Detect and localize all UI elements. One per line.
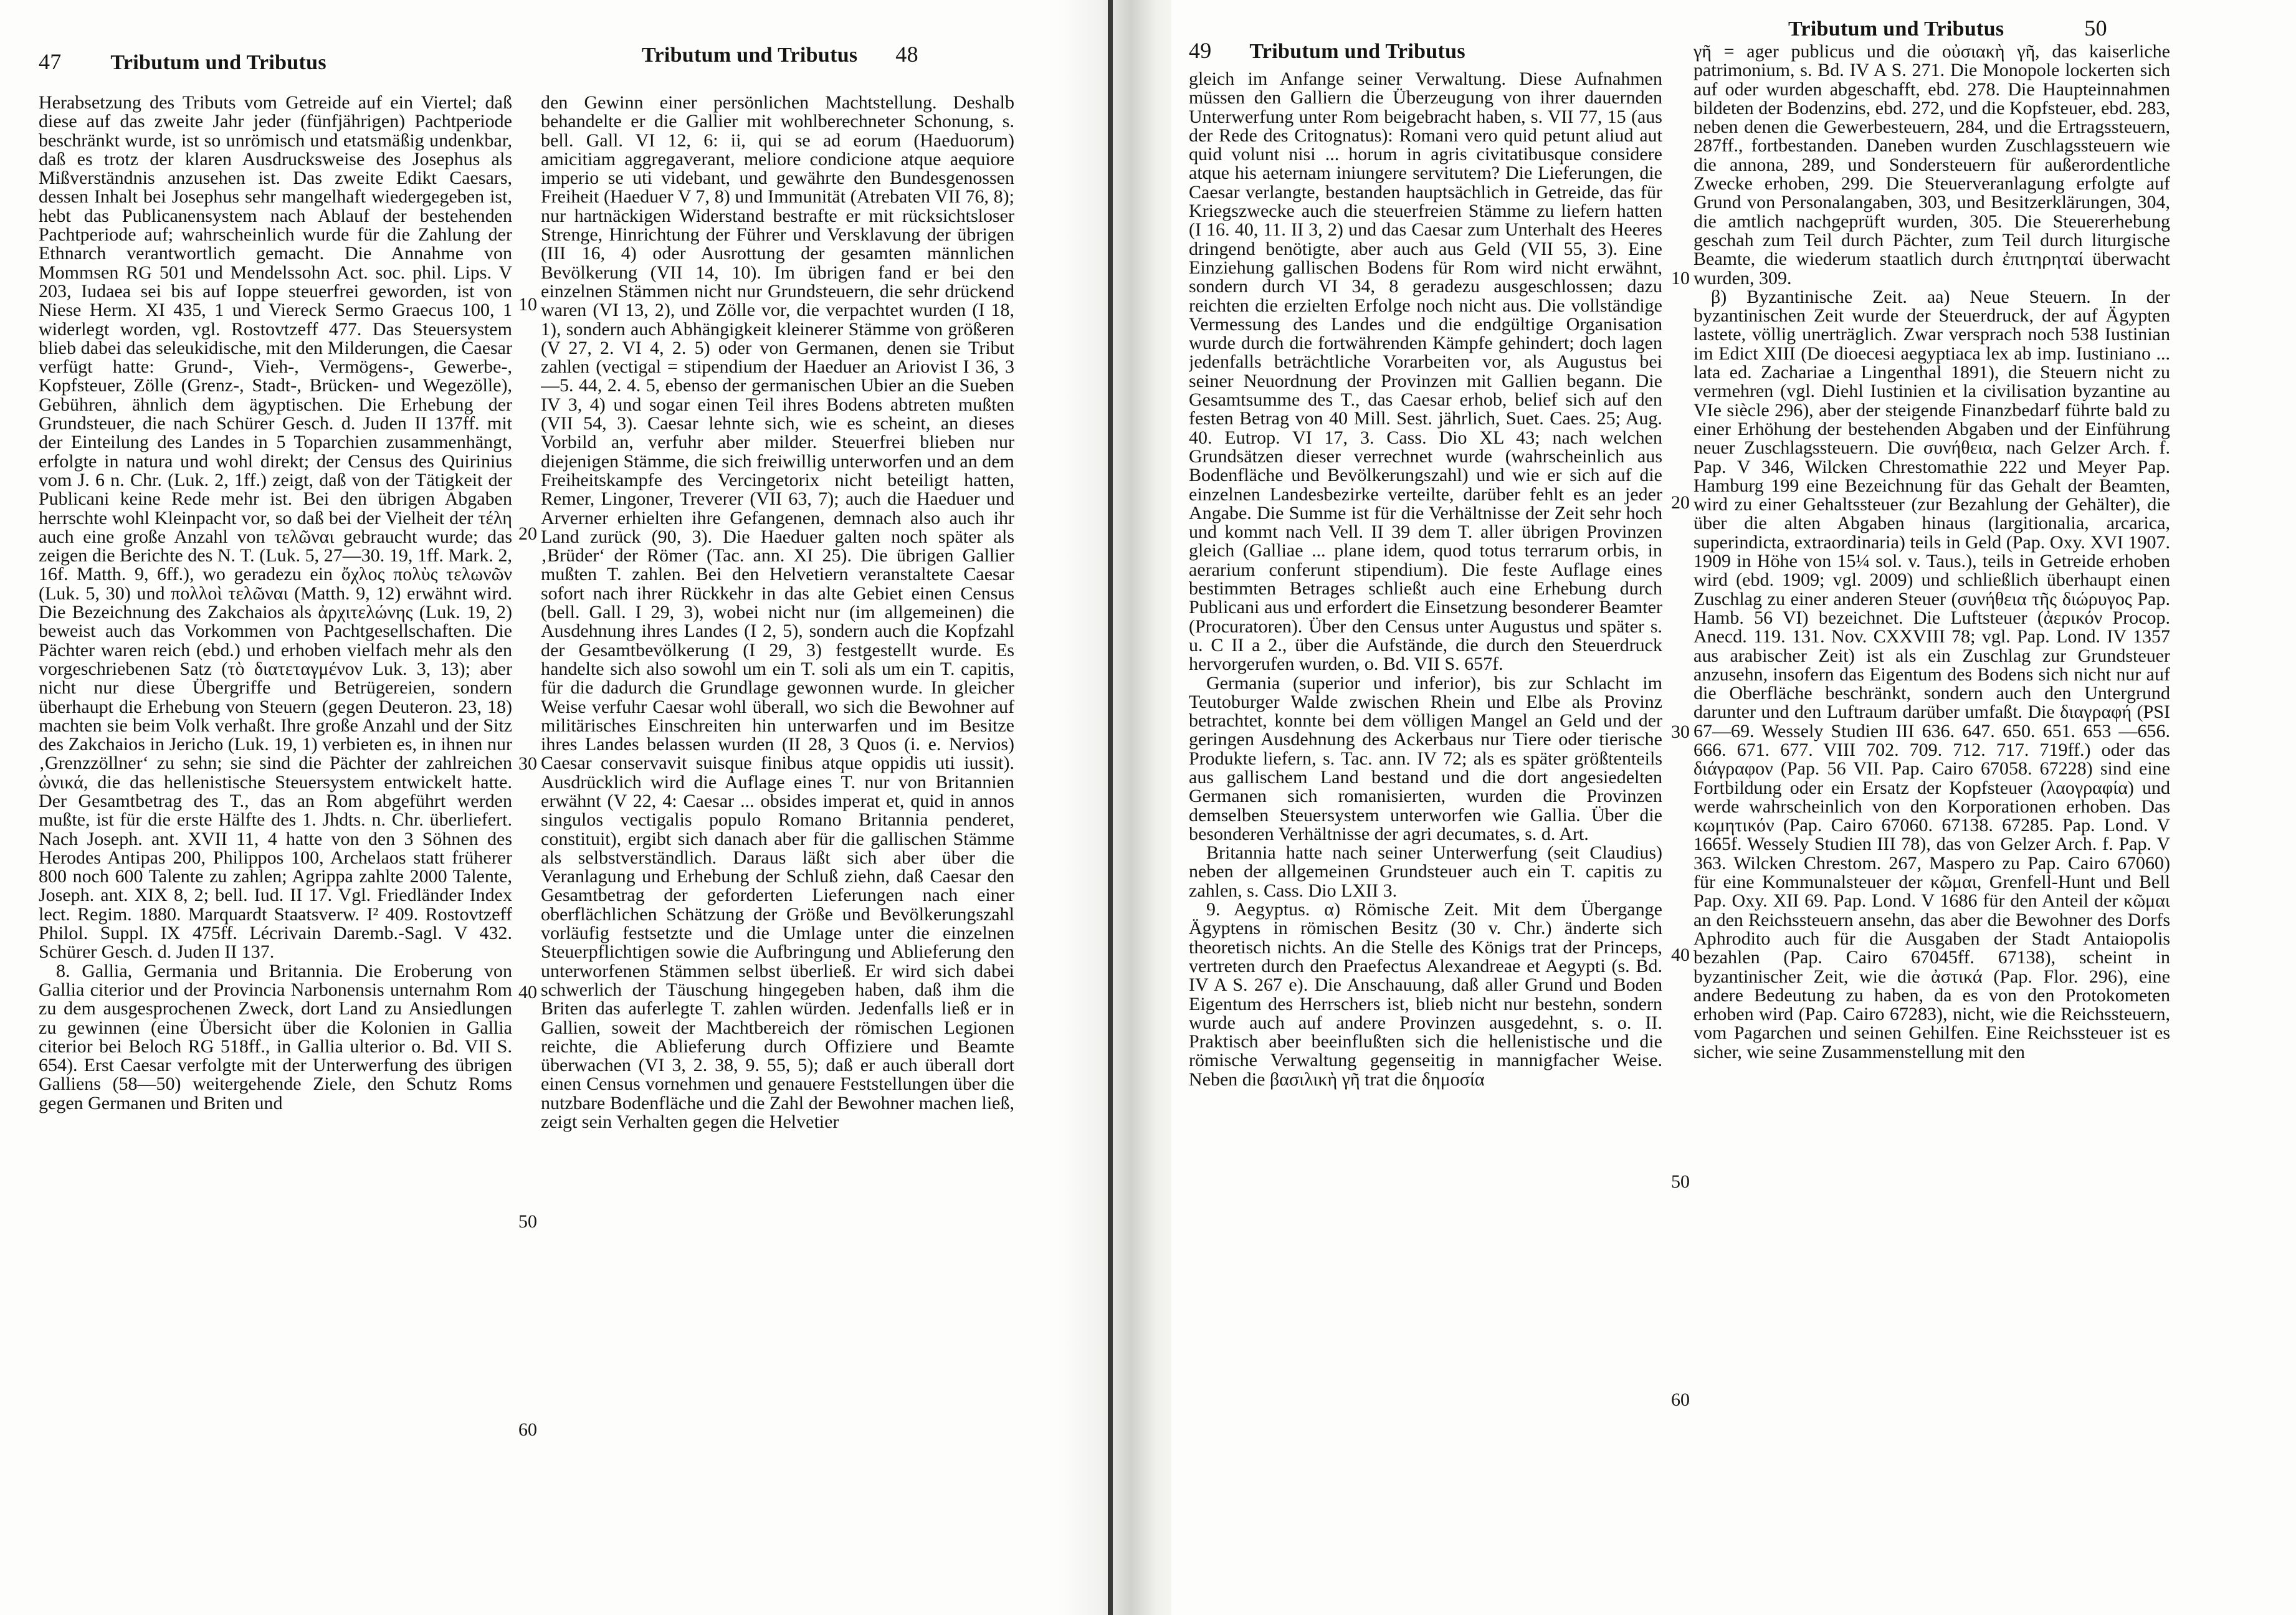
page-number-49: 49: [1189, 38, 1212, 63]
line-number: 30: [518, 753, 537, 774]
column-page-47: [39, 93, 512, 1614]
page-number-50: 50: [2084, 16, 2107, 40]
column-page-50: [1693, 42, 2170, 1563]
left-page: [0, 0, 1109, 1615]
paragraph: Germania (superior und inferior), bis zur Schlacht im Teutoburger Walde zwischen Rhein und Elbe als Provinz betrachtet, konnte bei dem völligen Mangel an Geld und der geringen Ausdehnung des Ackerbaus nur Tiere oder tierische Produkte liefern, s. Tac. ann. IV 72; als es später größtenteils aus gallischem Land bestand und die dort angesiedelten Germanen sich romanisierten, wurden die Provinzen demselben Steuersystem unterworfen wie Gallia. Über die besonderen Verhältnisse der agri decumates, s. d. Art.: [1189, 672, 1662, 844]
line-number: 30: [1671, 722, 1690, 742]
paragraph: Britannia hatte nach seiner Unterwerfung (seit Claudius) neben der allgemeinen Grundsteuer auch ein T. capitis zu zahlen, s. Cass. Dio LXII 3.: [1189, 842, 1662, 901]
column-page-48: [541, 93, 1014, 1614]
running-title-50: Tributum und Tributus: [1788, 17, 2004, 40]
page-number-48: 48: [895, 42, 918, 67]
running-title-49: Tributum und Tributus: [1249, 40, 1465, 63]
line-number: 40: [518, 982, 537, 1003]
line-number: 20: [518, 523, 537, 544]
column-page-49: [1189, 70, 1662, 1590]
line-number: 10: [518, 294, 537, 315]
gutter-shadow: [1108, 0, 1113, 1615]
paragraph: gleich im Anfange seiner Verwaltung. Diese Aufnahmen müssen den Galliern die Überzeugung von ihrer dauernden Unterwerfung unter Rom beigebracht haben, s. VII 77, 15 (aus der Rede des Critognatus): Romani vero quid petunt aliud aut quid volunt nisi ... horum in agris civitatibusque considere atque his aeternam iniungere servitutem? Die Lieferungen, die Caesar verlangte, bestanden hauptsächlich in Getreide, das für Kriegszwecke auch die steuerfreien Stämme zu liefern hatten (I 16. 40, 11. II 3, 2) und das Caesar zum Unterhalt des Heeres dringend benötigte, aber auch aus Geld (VII 55, 3). Eine Einziehung gallischen Bodens für Rom wird nicht erwähnt, sondern durch VI 34, 8 geradezu ausgeschlossen; dazu reichten die erzielten Erfolge noch nicht aus. Die vollständige Vermessung des Landes und die endgültige Organisation wurde durch die fortwährenden Kämpfe gehindert; doch lagen jedenfalls beträchtliche Vorarbeiten vor, als Augustus bei seiner Neuordnung der Provinzen mit Gallien begann. Die Gesamtsumme des T., das Caesar erhob, belief sich auf den festen Betrag von 40 Mill. Sest. jährlich, Suet. Caes. 25; Aug. 40. Eutrop. VI 17, 3. Cass. Dio XL 43; nach welchen Grundsätzen dieser verrechnet wurde (wahrscheinlich aus Bodenfläche und Bevölkerungszahl) und wie er sich auf die einzelnen Landesbezirke verteilte, darüber fehlt es an jeder Angabe. Die Summe ist für die Verhältnisse der Zeit sehr hoch und kommt nach Vell. II 39 dem T. aller übrigen Provinzen gleich (Galliae ... plane idem, quod totus terrarum orbis, in aerarium conferunt stipendium). Die feste Auflage eines bestimmten Betrages schließt auch eine Erhebung durch Publicani aus und erfordert die Einsetzung besonderer Beamter (Procuratoren). Über den Census unter Augustus und später s. u. C II a 2., über die Aufstände, die durch den Steuerdruck hervorgerufen wurden, o. Bd. VII S. 657f.: [1189, 70, 1662, 675]
page-number-47: 47: [39, 49, 62, 74]
line-number: 20: [1671, 492, 1690, 513]
running-title-48: Tributum und Tributus: [642, 44, 858, 67]
line-number: 40: [1671, 945, 1690, 965]
paragraph: 8. Gallia, Germania und Britannia. Die Eroberung von Gallia citerior und der Provincia Narbonensis unternahm Rom zu dem ausgesprochenen Zweck, dort Land zu Ansiedlungen zu gewinnen (eine Übersicht über die Kolonien in Gallia citerior bei Beloch RG 518ff., in Gallia ulterior o. Bd. VII S. 654). Erst Caesar verfolgte mit der Unterwerfung des übrigen Galliens (58—50) weitergehende Ziele, den Schutz Roms gegen Germanen und Briten und: [39, 960, 512, 1113]
right-page: [1171, 0, 2296, 1615]
paragraph: Herabsetzung des Tributs vom Getreide auf ein Viertel; daß diese auf das zweite Jahr jeder (fünfjährigen) Pachtperiode beschränkt wurde, ist so unrömisch und etatsmäßig undenkbar, daß es trotz der klaren Ausdrucksweise des Josephus als Mißverständnis anzusehen ist. Das zweite Edikt Caesars, dessen Inhalt bei Josephus sehr mangelhaft wiedergegeben ist, hebt das Publicanensystem nach Ablauf der bestehenden Pachtperiode auf; wahrscheinlich wurde für die Zahlung der Ethnarch verantwortlich gemacht. Die Annahme von Mommsen RG 501 und Mendelssohn Act. soc. phil. Lips. V 203, Iudaea sei bis auf Ioppe steuerfrei geworden, ist von Niese Herm. XI 435, 1 und Viereck Sermo Graecus 100, 1 widerlegt worden, vgl. Rostovtzeff 477. Das Steuersystem blieb dabei das seleukidische, mit den Milderungen, die Caesar verfügt hatte: Grund-, Vieh-, Vermögens-, Gewerbe-, Kopfsteuer, Zölle (Grenz-, Stadt-, Brücken- und Wegezölle), Gebühren, ähnlich dem ägyptischen. Die Erhebung der Grundsteuer, die nach Schürer Gesch. d. Juden II 137ff. mit der Einteilung des Landes in 5 Toparchien zusammenhängt, erfolgte in natura und wohl direkt; der Census des Quirinius vom J. 6 n. Chr. (Luk. 2, 1ff.) zeigt, daß von der Tätigkeit der Publicani keine Rede mehr ist. Bei den übrigen Abgaben herrschte wohl Kleinpacht vor, so daß bei der Vielheit der τέλη auch eine große Anzahl von τελῶναι gebraucht wurde; das zeigen die Berichte des N. T. (Luk. 5, 27—30. 19, 1ff. Mark. 2, 16f. Matth. 9, 6ff.), wo geradezu ein ὄχλος πολὺς τελωνῶν (Luk. 5, 30) und πολλοὶ τελῶναι (Matth. 9, 12) erwähnt wird. Die Bezeichnung des Zakchaios als ἀρχιτελώνης (Luk. 19, 2) beweist auch das Vorkommen von Pachtgesellschaften. Die Pächter waren reich (ebd.) und erhoben vielfach mehr als den vorgeschriebenen Satz (τὸ διατεταγμένον Luk. 3, 13); aber nicht nur diese Übergriffe und Betrügereien, sondern überhaupt die Erhebung von Steuern (gegen Deuteron. 23, 18) machten sie beim Volk verhaßt. Ihre große Anzahl und der Sitz des Zakchaios in Jericho (Luk. 19, 1) verbieten es, in ihnen nur ‚Grenzzöllner‘ zu sehn; sie sind die Pächter der zahlreichen ὠνικά, die das hellenistische Steuersystem entwickelt hatte. Der Gesamtbetrag des T., das an Rom abgeführt werden mußte, ist für die erste Hälfte des 1. Jhdts. n. Chr. überliefert. Nach Joseph. ant. XVII 11, 4 hatte von den 3 Söhnen des Herodes Antipas 200, Philippos 100, Archelaos statt früherer 800 noch 600 Talente zu zahlen; Agrippa zahlte 2000 Talente, Joseph. ant. XIX 8, 2; bell. Iud. II 17. Vgl. Friedländer Index lect. Regim. 1880. Marquardt Staatsverw. I² 409. Rostovtzeff Philol. Suppl. IX 475ff. Lécrivain Daremb.-Sagl. V 432. Schürer Gesch. d. Juden II 137.: [39, 93, 512, 963]
paragraph: β) Byzantinische Zeit. aa) Neue Steuern. In der byzantinischen Zeit wurde der Steuerdruck, der auf Ägypten lastete, völlig unerträglich. Zwar versprach noch 538 Iustinian im Edict XIII (De dioecesi aegyptiaca lex ab imp. Iustiniano ... lata ed. Zachariae a Lingenthal 1891), die Steuern nicht zu vermehren (vgl. Diehl Iustinien et la civilisation byzantine au VIe siècle 296), aber der steigende Finanzbedarf führte bald zu einer Erhöhung der bestehenden Abgaben und der Einführung neuer Zuschlagssteuern. Die συνήθεια, nach Gelzer Arch. f. Pap. V 346, Wilcken Chrestomathie 222 und Meyer Pap. Hamburg 199 eine Bezeichnung für das Gehalt der Beamten, wird zu einer Gehaltssteuer (zur Bezahlung der Gehälter), die über die alten Abgaben hinaus (largitionalia, arcarica, superindicta, extraordinaria) teils in Geld (Pap. Oxy. XVI 1907. 1909 in Höhe von 15¼ sol. v. Taus.), teils in Getreide erhoben wird (ebd. 1909; vgl. 2009) und schließlich überhaupt einen Zuschlag zu einer anderen Steuer (συνήθεια τῆς διώρυγος Pap. Hamb. 56 VI) bezeichnet. Die Luftsteuer (ἀερικόν Procop. Anecd. 119. 131. Nov. CXXVIII 78; vgl. Pap. Lond. IV 1357 aus arabischer Zeit) ist als ein Zuschlag zur Grundsteuer anzusehn, insofern das Eigentum des Bodens sich nicht nur auf die Oberfläche beschränkt, sondern auch den Untergrund darunter und den Luftraum darüber umfaßt. Die διαγραφή (PSI 67—69. Wessely Studien III 636. 647. 650. 651. 653 —656. 666. 671. 677. VIII 702. 709. 712. 717. 719ff.) oder das διάγραφον (Pap. 56 VII. Pap. Cairo 67058. 67228) sind eine Fortbildung oder ein Ersatz der Kopfsteuer (λαογραφία) und werde wahrscheinlich von den Korporationen erhoben. Das κωμητικόν (Pap. Cairo 67060. 67138. 67285. Pap. Lond. V 1665f. Wessely Studien III 78), das von Gelzer Arch. f. Pap. V 363. Wilcken Chrestom. 267, Maspero zu Pap. Cairo 67060) für eine Kommunalsteuer der κῶμαι, Grenfell-Hunt und Bell Pap. Oxy. XII 69. Pap. Lond. V 1686 für den Anteil der κῶμαι an den Reichssteuern ansehn, das aber die Bewohner des Dorfs Aphrodito auch für die Ausgaben der Stadt Antaiopolis bezahlen (Pap. Cairo 67045ff. 67138), scheint in byzantinischer Zeit, wie die ἀστικά (Pap. Flor. 296), eine andere Bedeutung zu haben, da es von den Protokometen erhoben wird (Pap. Cairo 67283), nicht, wie die Reichssteuern, vom Pagarchen und seinen Gehilfen. Eine Reichssteuer ist es sicher, wie seine Zusammenstellung mit den: [1693, 286, 2170, 1062]
paragraph: 9. Aegyptus. α) Römische Zeit. Mit dem Übergange Ägyptens in römischen Besitz (30 v. Chr.) änderte sich theoretisch nichts. An die Stelle des Königs trat der Princeps, vertreten durch den Praefectus Alexandreae et Aegypti (s. Bd. IV A S. 267 e). Die Anschauung, daß aller Grund und Boden Eigentum des Herrschers ist, blieb nicht nur bestehn, sondern wurde auch auf andere Provinzen ausgedehnt, s. o. II. Praktisch aber beeinflußten sich die hellenistische und die römische Verwaltung gegenseitig in mannigfacher Weise. Neben die βασιλικὴ γῆ trat die δημοσία: [1189, 899, 1662, 1090]
header-page-47: [39, 49, 326, 75]
header-page-48: [642, 41, 918, 67]
header-page-49: [1189, 37, 1465, 64]
line-number: 50: [1671, 1171, 1690, 1192]
running-title-47: Tributum und Tributus: [110, 51, 326, 74]
paragraph: γῆ = ager publicus und die οὐσιακὴ γῆ, das kaiserliche patrimonium, s. Bd. IV A S. 271. Die Monopole lockerten sich auf oder wurden abgeschafft, ebd. 278. Die Haupteinnahmen bildeten der Bodenzins, ebd. 272, und die Kopfsteuer, ebd. 283, neben denen die Gewerbesteuern, 284, und die Ertragssteuern, 287ff., fortbestanden. Daneben wurden Zuschlagssteuern wie die annona, 289, und Sondersteuern für außerordentliche Zwecke erhoben, 299. Die Steuerveranlagung erfolgte auf Grund von Personalangaben, 303, und Besitzerklärungen, 304, die amtlich nachgeprüft wurden, 305. Die Steuererhebung geschah zum Teil durch Pächter, zum Teil durch liturgische Beamte, die wiederum staatlich durch ἐπιτηρηταί überwacht wurden, 309.: [1693, 42, 2170, 288]
paragraph: den Gewinn einer persönlichen Machtstellung. Deshalb behandelte er die Gallier mit wohlberechneter Schonung, s. bell. Gall. VI 12, 6: ii, qui se ad eorum (Haeduorum) amicitiam aggregaverant, meliore condicione atque aequiore imperio se uti videbant, und gewährte den Bundesgenossen Freiheit (Haeduer V 7, 8) und Immunität (Atrebaten VII 76, 8); nur hartnäckigen Widerstand bestrafte er mit rücksichtsloser Strenge, Hinrichtung der Führer und Versklavung der übrigen (III 16, 4) oder Ausrottung der gesamten männlichen Bevölkerung (VII 14, 10). Im übrigen fand er bei den einzelnen Stämmen nicht nur Grundsteuern, die sehr drückend waren (VI 13, 2), und Zölle vor, die verpachtet wurden (I 18, 1), sondern auch Abhängigkeit kleinerer Stämme von größeren (V 27, 2. VI 4, 2. 5) oder von Germanen, denen sie Tribut zahlen (vectigal = stipendium der Haeduer an Ariovist I 36, 3—5. 44, 2. 4. 5, ebenso der germanischen Ubier an die Sueben IV 3, 4) und sogar einen Teil ihres Bodens abtreten mußten (VII 54, 3). Caesar lehnte sich, wie es scheint, an dieses Vorbild an, verfuhr aber milder. Steuerfrei blieben nur diejenigen Stämme, die sich freiwillig unterworfen und an dem Freiheitskampfe des Vercingetorix nicht beteiligt hatten, Remer, Lingoner, Treverer (VII 63, 7); auch die Haeduer und Arverner erhielten ihre Gefangenen, demnach also auch ihr Land zurück (90, 3). Die Haeduer galten noch später als ‚Brüder‘ der Römer (Tac. ann. XI 25). Die übrigen Gallier mußten T. zahlen. Bei den Helvetiern veranstaltete Caesar sofort nach ihrer Rückkehr in das alte Gebiet einen Census (bell. Gall. I 29, 3), wobei nicht nur (im allgemeinen) die Ausdehnung ihres Landes (I 2, 5), sondern auch die Kopfzahl der Gesamtbevölkerung (I 29, 3) festgestellt wurde. Es handelte sich also sowohl um ein T. soli als um ein T. capitis, für die dadurch die Grundlage gewonnen wurde. In gleicher Weise verfuhr Caesar wohl überall, wo sich die Bewohner auf militärisches Einschreiten hin unterwarfen und im Besitze ihres Landes belassen wurden (II 28, 3 Quos (i. e. Nervios) Caesar conservavit suisque finibus atque oppidis uti iussit). Ausdrücklich wird die Auflage eines T. nur von Britannien erwähnt (V 22, 4: Caesar ... obsides imperat et, quid in annos singulos vectigalis populo Romano Britannia penderet, constituit), ergibt sich danach aber für die gallischen Stämme als selbstverständlich. Daraus läßt sich aber über die Veranlagung und Erhebung der Schluß ziehn, daß Caesar den Gesamtbetrag der geforderten Lieferungen nach einer oberflächlichen Schätzung der Größe und Bevölkerungszahl vorläufig festsetzte und die Umlage unter die einzelnen Steuerpflichtigen sowie die Aufbringung und Ablieferung den unterworfenen Stämmen selbst überließ. Er wird sich dabei schwerlich der Täuschung hingegeben haben, daß ihm die Briten das auferlegte T. zahlen würden. Jedenfalls ließ er in Gallien, soweit der Machtbereich der römischen Legionen reichte, die Ablieferung durch Offiziere und Beamte überwachen (VI 3, 2. 38, 9. 55, 5); daß er auch überall dort einen Census vornehmen und genauere Feststellungen über die nutzbare Bodenfläche und die Zahl der Bewohner machen ließ, zeigt sein Verhalten gegen die Helvetier: [541, 93, 1014, 1133]
line-number: 50: [518, 1211, 537, 1232]
line-number: 60: [1671, 1389, 1690, 1410]
header-page-50: [1788, 15, 2107, 41]
line-number: 60: [518, 1419, 537, 1440]
line-number: 10: [1671, 268, 1690, 288]
